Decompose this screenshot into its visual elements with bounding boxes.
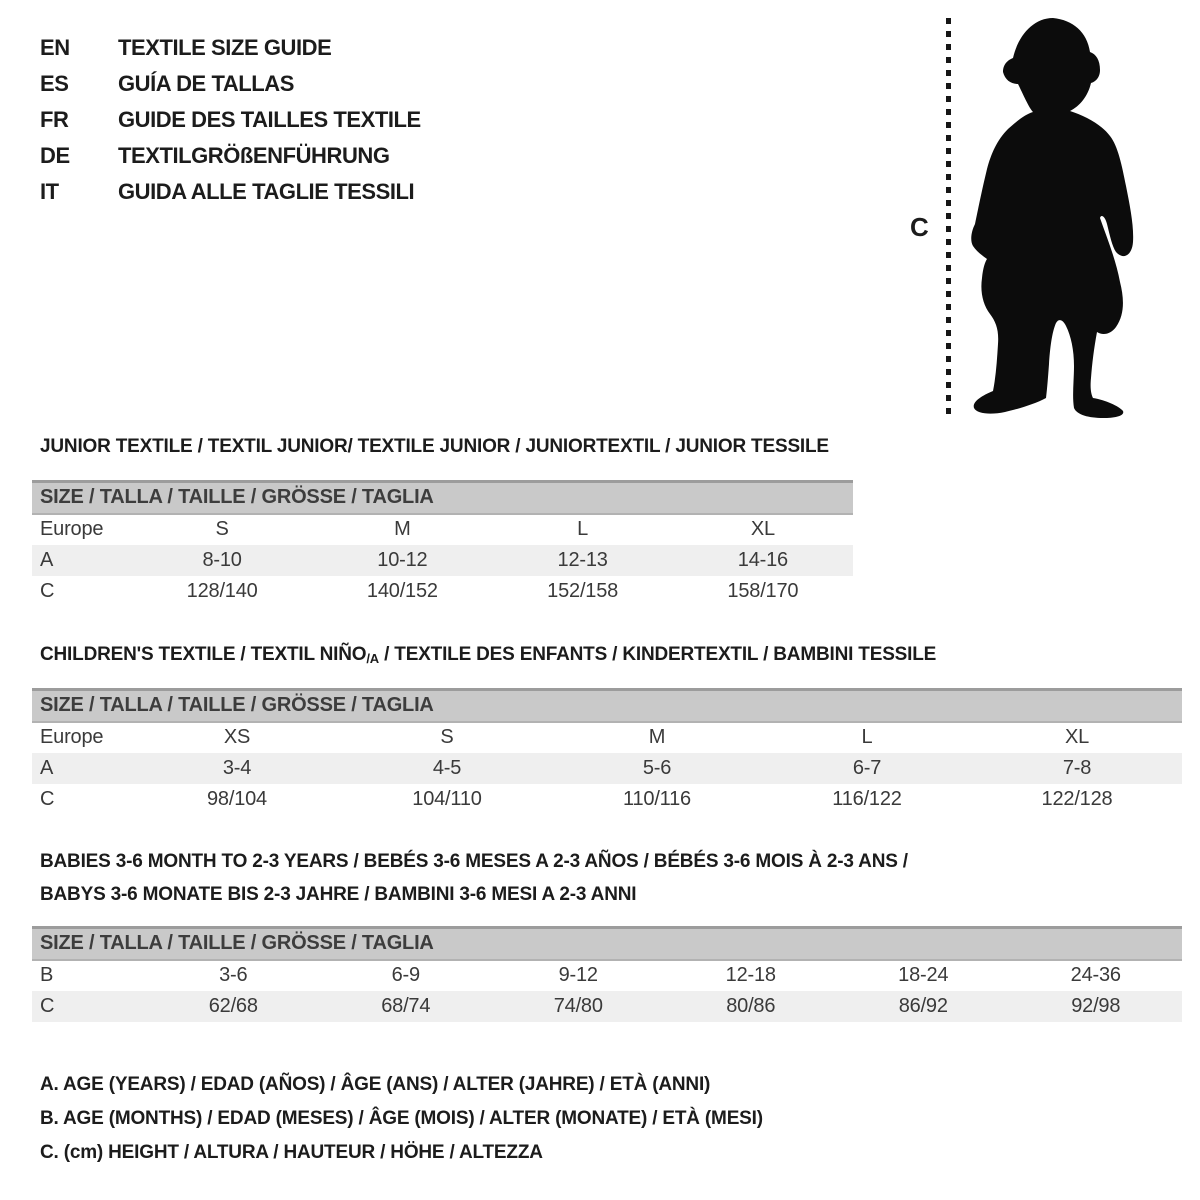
language-row-fr	[40, 102, 421, 138]
children-age-cell: 5-6	[552, 753, 762, 784]
language-code-en: EN	[40, 35, 70, 60]
junior-age-row-label: A	[32, 545, 132, 576]
language-row-en	[40, 30, 421, 66]
children-title-prefix: CHILDREN'S TEXTILE / TEXTIL NIÑO	[40, 644, 367, 665]
language-code-de: DE	[40, 143, 70, 168]
children-size-header-row	[32, 690, 1182, 722]
junior-height-cell: 158/170	[727, 579, 799, 602]
language-row-es	[40, 66, 421, 102]
language-title-de: TEXTILGRÖßENFÜHRUNG	[118, 143, 390, 168]
babies-section-title	[40, 845, 908, 911]
language-title-es: GUÍA DE TALLAS	[118, 71, 294, 96]
junior-size-header-row	[32, 482, 853, 514]
junior-height-row	[32, 576, 853, 607]
children-age-cell: 6-7	[762, 753, 972, 784]
babies-months-cell: 9-12	[558, 964, 598, 986]
junior-height-cell: 128/140	[186, 579, 258, 602]
children-height-cell: 116/122	[832, 787, 902, 810]
children-size-header: SIZE / TALLA / TAILLE / GRÖSSE / TAGLIA	[32, 690, 1182, 722]
junior-age-row	[32, 545, 853, 576]
babies-title-line2: BABYS 3-6 MONATE BIS 2-3 JAHRE / BAMBINI 3-6 MESI A 2-3 ANNI	[40, 884, 637, 905]
language-title-fr: GUIDE DES TAILLES TEXTILE	[118, 107, 421, 132]
children-height-row-label: C	[40, 787, 55, 810]
junior-col-m: M	[394, 518, 411, 540]
junior-size-header: SIZE / TALLA / TAILLE / GRÖSSE / TAGLIA	[32, 482, 853, 514]
babies-months-row	[32, 960, 1182, 991]
junior-col-l: L	[577, 518, 589, 540]
children-age-cell: 7-8	[972, 753, 1182, 784]
babies-months-cell: 18-24	[898, 964, 949, 986]
language-title-en: TEXTILE SIZE GUIDE	[118, 35, 332, 60]
legend-line-c: C. (cm) HEIGHT / ALTURA / HAUTEUR / HÖHE / ALTEZZA	[40, 1142, 543, 1163]
height-measure-label-c: C	[910, 212, 929, 242]
children-col-m: M	[648, 726, 666, 748]
children-age-row-label: A	[32, 753, 132, 784]
babies-height-row-label: C	[32, 991, 147, 1022]
children-col-s: S	[440, 726, 454, 748]
junior-col-s: S	[215, 518, 229, 540]
junior-region-label: Europe	[40, 518, 104, 540]
junior-height-cell: 152/158	[547, 579, 619, 602]
babies-months-cell: 6-9	[391, 964, 420, 986]
children-age-cell: 3-4	[132, 753, 342, 784]
babies-height-cell: 86/92	[837, 991, 1010, 1022]
language-code-fr: FR	[40, 107, 69, 132]
children-title-suffix: / TEXTILE DES ENFANTS / KINDERTEXTIL / BAMBINI TESSILE	[379, 644, 937, 665]
children-height-row	[32, 784, 1182, 815]
legend-line-b: B. AGE (MONTHS) / EDAD (MESES) / ÂGE (MOIS) / ALTER (MONATE) / ETÀ (MESI)	[40, 1108, 763, 1129]
babies-height-cell: 62/68	[147, 991, 320, 1022]
language-row-de	[40, 138, 421, 174]
babies-size-header-row	[32, 928, 1182, 960]
babies-size-table	[32, 926, 1182, 1022]
babies-size-header: SIZE / TALLA / TAILLE / GRÖSSE / TAGLIA	[32, 928, 1182, 960]
junior-age-cell: 14-16	[673, 545, 853, 576]
toddler-silhouette-icon	[963, 14, 1138, 419]
language-row-it	[40, 174, 421, 210]
junior-col-xl: XL	[750, 518, 775, 540]
junior-columns-row	[32, 514, 853, 545]
junior-age-cell: 10-12	[312, 545, 492, 576]
language-code-es: ES	[40, 71, 69, 96]
children-columns-row	[32, 722, 1182, 753]
babies-months-row-label: B	[40, 964, 54, 986]
children-age-row	[32, 753, 1182, 784]
children-height-cell: 98/104	[207, 787, 267, 810]
children-age-cell: 4-5	[342, 753, 552, 784]
babies-months-cell: 12-18	[725, 964, 776, 986]
babies-height-cell: 92/98	[1010, 991, 1183, 1022]
babies-months-cell: 24-36	[1070, 964, 1121, 986]
language-header	[40, 30, 421, 210]
children-region-label: Europe	[40, 726, 104, 748]
junior-height-row-label: C	[40, 579, 55, 602]
language-code-it: IT	[40, 179, 59, 204]
junior-height-cell: 140/152	[366, 579, 438, 602]
height-measure-dashed-line	[946, 18, 951, 418]
junior-age-cell: 12-13	[493, 545, 673, 576]
babies-months-cell: 3-6	[219, 964, 248, 986]
children-height-cell: 122/128	[1041, 787, 1113, 810]
children-title-sub: /A	[366, 651, 380, 666]
junior-age-cell: 8-10	[132, 545, 312, 576]
babies-height-cell: 68/74	[320, 991, 493, 1022]
children-section-title	[40, 644, 936, 666]
babies-height-cell: 74/80	[492, 991, 665, 1022]
children-col-xs: XS	[223, 726, 251, 748]
legend-line-a: A. AGE (YEARS) / EDAD (AÑOS) / ÂGE (ANS) / ALTER (JAHRE) / ETÀ (ANNI)	[40, 1074, 711, 1095]
junior-section-title: JUNIOR TEXTILE / TEXTIL JUNIOR/ TEXTILE JUNIOR / JUNIORTEXTIL / JUNIOR TESSILE	[40, 436, 829, 457]
language-title-it: GUIDA ALLE TAGLIE TESSILI	[118, 179, 415, 204]
children-col-l: L	[861, 726, 873, 748]
babies-height-cell: 80/86	[665, 991, 838, 1022]
legend	[40, 1068, 763, 1170]
children-height-cell: 110/116	[623, 787, 691, 810]
children-height-cell: 104/110	[412, 787, 482, 810]
babies-title-line1: BABIES 3-6 MONTH TO 2-3 YEARS / BEBÉS 3-6 MESES A 2-3 AÑOS / BÉBÉS 3-6 MOIS À 2-3 ANS /	[40, 851, 908, 872]
junior-size-table	[32, 480, 853, 607]
babies-height-row	[32, 991, 1182, 1022]
children-size-table	[32, 688, 1182, 815]
children-col-xl: XL	[1064, 726, 1090, 748]
